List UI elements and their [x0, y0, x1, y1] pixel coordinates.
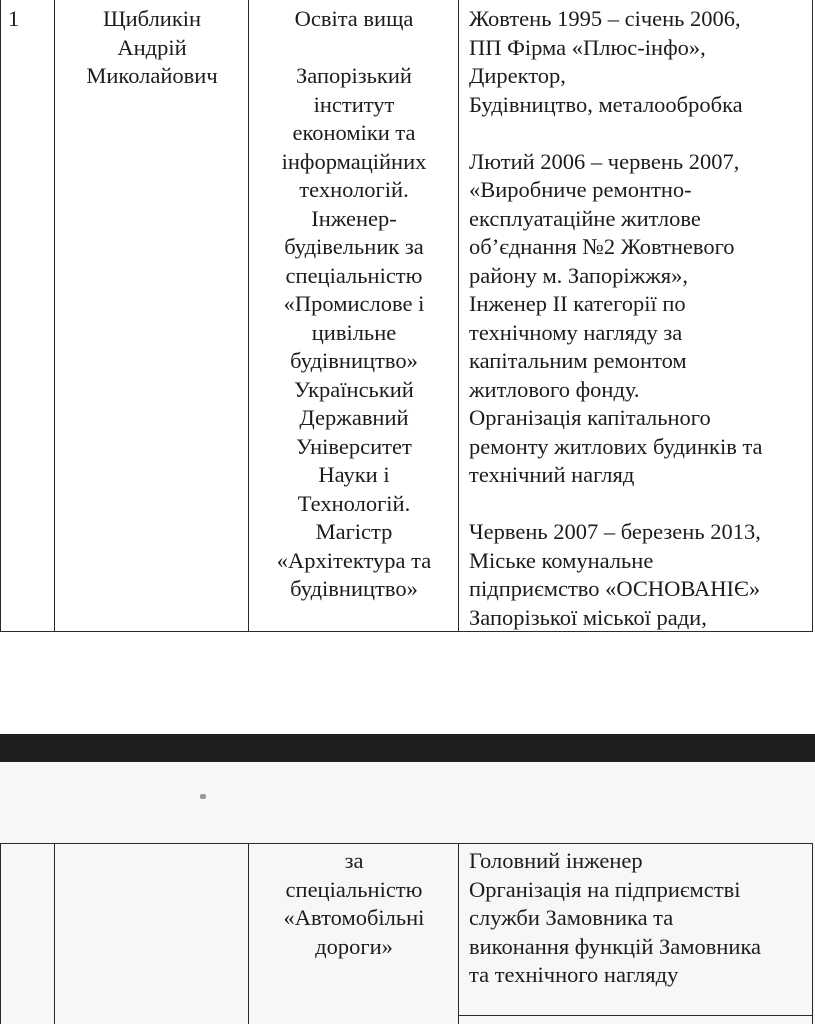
career-line: Лютий 2006 – червень 2007, — [469, 148, 740, 174]
education-line: інститут — [313, 91, 395, 117]
career-line: ремонту житлових будинків та — [469, 433, 763, 459]
page-separator — [0, 734, 815, 762]
career-line: технічному нагляду за — [469, 319, 683, 345]
career-line: Головний інженер — [469, 848, 643, 873]
education-line: Магістр — [315, 519, 393, 544]
education-line: Запорізький — [296, 63, 412, 88]
table-border-left — [0, 843, 1, 1024]
table-border-col1 — [54, 0, 55, 632]
table-border-top — [0, 843, 813, 844]
education-line: будівництво» — [290, 576, 418, 601]
career-line: виконання функцій Замовника — [469, 933, 762, 959]
education-line: економіки та — [292, 120, 416, 145]
career-line: «Виробниче ремонтно- — [469, 177, 692, 202]
table-border-left — [0, 0, 1, 632]
career-line: експлуатаційне житлове — [469, 205, 701, 231]
table-row-divider — [458, 1015, 813, 1016]
education-line: «Промислове і — [283, 291, 425, 316]
career-line: житлового фонду. — [469, 376, 640, 402]
education-line: дороги» — [315, 933, 393, 959]
name-line: Щибликін — [102, 6, 202, 31]
education-line: будівництво» — [290, 348, 418, 373]
name-line: Миколайович — [86, 63, 218, 88]
table-border-col2 — [248, 0, 249, 632]
education-line: цивільне — [311, 319, 397, 345]
education-line: Науки і — [318, 462, 390, 487]
career-line — [469, 490, 814, 519]
row-number — [8, 5, 48, 34]
career-history-continued — [469, 847, 814, 990]
career-line: та технічного нагляду — [469, 962, 679, 987]
career-line: району м. Запоріжжя», — [469, 262, 689, 288]
career-line: капітальним ремонтом — [469, 348, 687, 373]
career-history — [469, 5, 814, 632]
education-line: інформаційних — [281, 148, 427, 174]
table-border-col1 — [54, 843, 55, 1024]
career-line: Міське комунальне — [469, 547, 654, 573]
education-line: будівельник за — [284, 234, 424, 259]
education-line: Інженер- — [311, 205, 397, 231]
education-line: Університет — [296, 433, 412, 459]
education-line: Технологій. — [297, 490, 411, 516]
career-line: Організація на підприємстві — [469, 876, 741, 902]
education-line: Освіта вища — [294, 6, 414, 31]
education-line: за — [344, 848, 364, 873]
table-border-col3 — [458, 0, 459, 632]
career-line: Директор, — [469, 63, 566, 88]
education-line: Державний — [299, 405, 409, 430]
education-line: «Архітектура та — [276, 547, 432, 573]
education-line: Український — [294, 376, 414, 402]
career-line: технічний нагляд — [469, 462, 635, 487]
career-line: Інженер ІІ категорії по — [469, 291, 686, 316]
table-border-col2 — [248, 843, 249, 1024]
career-line: ПП Фірма «Плюс-інфо», — [469, 34, 706, 60]
education-details — [250, 5, 458, 604]
document-page-2 — [0, 762, 815, 1024]
career-line: служби Замовника та — [469, 905, 674, 930]
row-number-text: 1 — [8, 6, 20, 31]
career-line: підприємство «ОСНОВАНІЄ» — [469, 576, 761, 601]
education-line: технологій. — [299, 177, 409, 202]
career-line: Запорізької міської ради, — [469, 604, 707, 630]
career-line: Будівництво, металообробка — [469, 91, 743, 117]
career-line: Жовтень 1995 – січень 2006, — [469, 6, 741, 31]
education-line: спеціальністю — [285, 876, 423, 902]
education-line: «Автомобільні — [283, 905, 425, 930]
career-line: об’єднання №2 Жовтневого — [469, 234, 735, 259]
career-line: Червень 2007 – березень 2013, — [469, 519, 761, 544]
career-line: Організація капітального — [469, 405, 711, 430]
name-line: Андрій — [117, 34, 187, 60]
education-line — [250, 34, 458, 63]
table-border-col3 — [458, 843, 459, 1024]
education-details-continued — [250, 847, 458, 961]
education-line: спеціальністю — [285, 262, 423, 288]
scan-speck — [200, 794, 206, 799]
person-name — [56, 5, 248, 91]
career-line — [469, 119, 814, 148]
